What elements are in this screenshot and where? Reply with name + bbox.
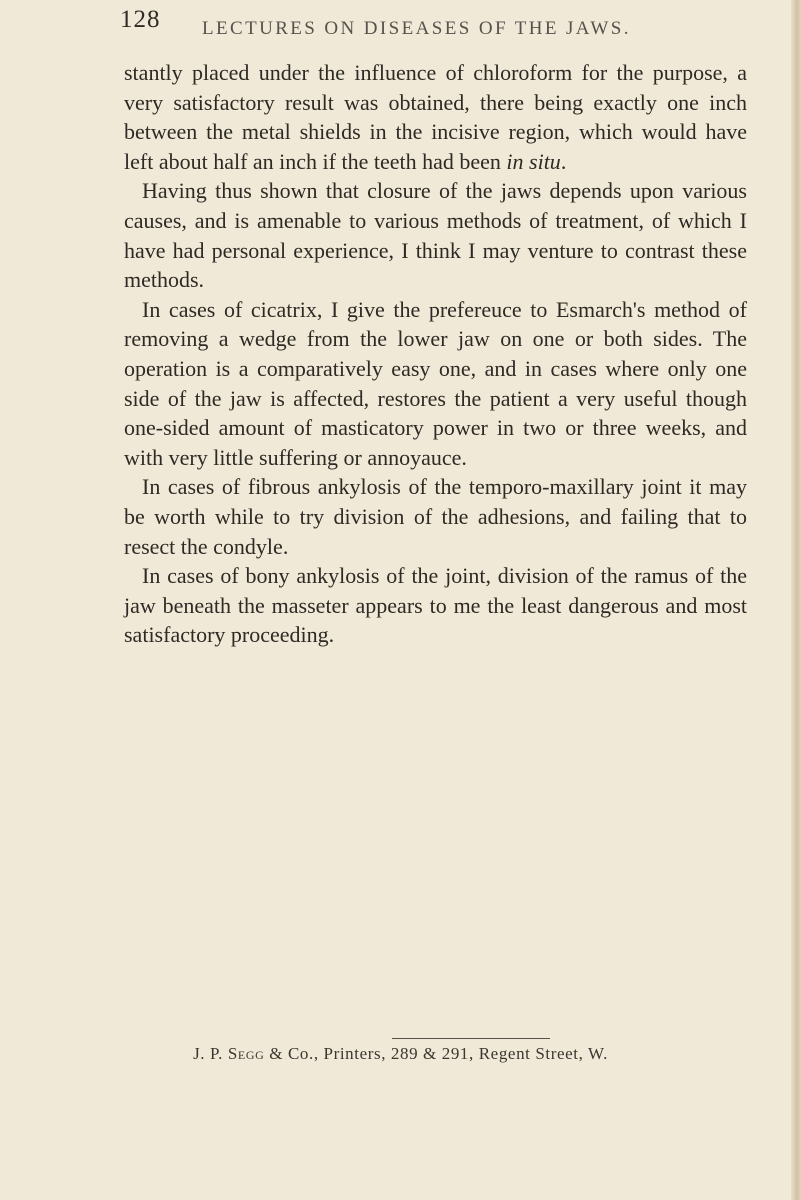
page-number: 128 bbox=[120, 6, 161, 33]
body-text bbox=[124, 58, 747, 650]
paragraph-continuation bbox=[124, 58, 747, 176]
paragraph-text: stantly placed under the influence of chloroform for the purpose, a very satisfactory result was obtained, there being exactly one inch between the metal shields in the incisive region, which would have left about half an inch if the teeth had been bbox=[124, 60, 747, 174]
imprint-rule bbox=[392, 1038, 550, 1039]
page-edge bbox=[791, 0, 801, 1200]
paragraph: In cases of bony ankylosis of the joint, division of the ramus of the jaw beneath the masseter appears to me the least dangerous and most satisfactory proceeding. bbox=[124, 563, 747, 648]
running-head-title: LECTURES ON DISEASES OF THE JAWS. bbox=[202, 18, 631, 39]
paragraph: In cases of cicatrix, I give the prefereuce to Esmarch's method of removing a wedge from the lower jaw on one or both sides. The operation is a comparatively easy one, and in cases where only one side of the jaw is affected, restores the patient a very useful though one-sided amount of masticatory power in two or three weeks, and with very little suffering or annoyauce. bbox=[124, 296, 747, 470]
italic-phrase: in situ bbox=[506, 148, 561, 174]
imprint-details: & Co., Printers, 289 & 291, Regent Street, W. bbox=[269, 1044, 608, 1063]
running-head bbox=[120, 6, 740, 46]
imprint-initials: J. P. bbox=[193, 1044, 224, 1063]
paragraph-text-end: . bbox=[560, 148, 567, 174]
paragraph: In cases of fibrous ankylosis of the temporo-maxillary joint it may be worth while to try division of the adhesions, and failing that to resect the condyle. bbox=[124, 474, 747, 559]
printer-imprint bbox=[0, 1044, 801, 1064]
paragraph: Having thus shown that closure of the jaws depends upon various causes, and is amenable to various methods of treatment, of which I have had personal experience, I think I may venture to contrast these methods. bbox=[124, 178, 747, 293]
imprint-printer-name: Segg bbox=[227, 1044, 265, 1063]
